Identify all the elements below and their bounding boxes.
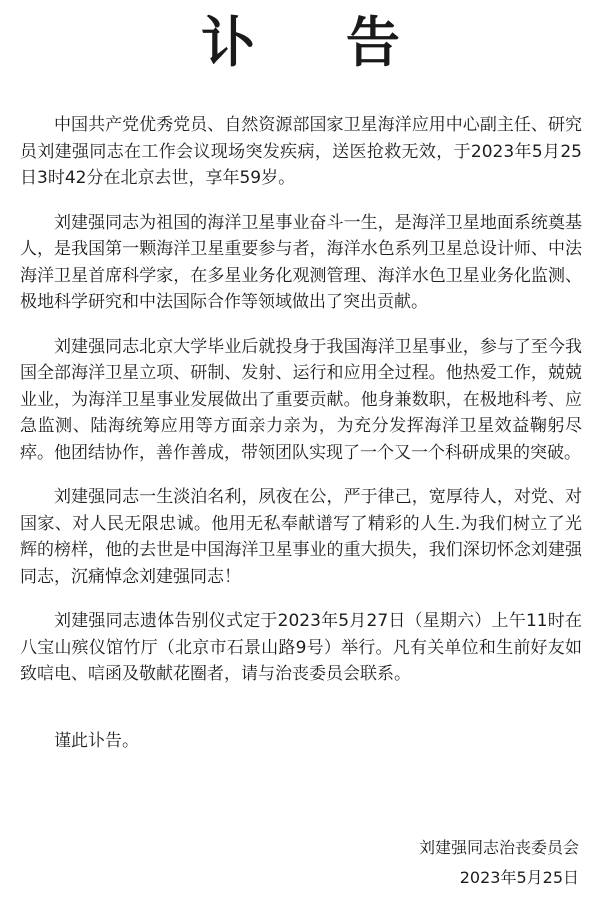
page-title: 讣 告 [201,11,436,74]
paragraph-character: 刘建强同志一生淡泊名利，夙夜在公，严于律己，宽厚待人，对党、对国家、对人民无限忠诚。他用无私奉献谱写了精彩的人生.为我们树立了光辉的榜样，他的去世是中国海洋卫星事业的重大损失，我们深切怀念刘建强同志，沉痛悼念刘建强同志！ [20,487,582,587]
obituary-body [20,112,582,706]
paragraph-career: 刘建强同志北京大学毕业后就投身于我国海洋卫星事业，参与了至今我国全部海洋卫星立项、研制、发射、运行和应用全过程。他热爱工作，兢兢业业，为海洋卫星事业发展做出了重要贡献。他身兼数职，在极地科考、应急监测、陆海统筹应用等方面亲力亲为，为充分发挥海洋卫星效益鞠躬尽瘁。他团结协作，善作善成，带领团队实现了一个又一个科研成果的突破。 [20,336,582,463]
signature-date: 2023年5月25日 [459,868,579,887]
paragraph-announcement: 中国共产党优秀党员、自然资源部国家卫星海洋应用中心副主任、研究员刘建强同志在工作会议现场突发疾病，送医抢救无效，于2023年5月25日3时42分在北京去世，享年59岁。 [20,115,582,188]
closing-line: 谨此讣告。 [54,731,139,751]
paragraph-contributions: 刘建强同志为祖国的海洋卫星事业奋斗一生，是海洋卫星地面系统奠基人，是我国第一颗海洋卫星重要参与者，海洋水色系列卫星总设计师、中法海洋卫星首席科学家，在多星业务化观测管理、海洋水色卫星业务化监测、极地科学研究和中法国际合作等领域做出了突出贡献。 [20,212,582,312]
paragraph-farewell-ceremony: 刘建强同志遗体告别仪式定于2023年5月27日（星期六）上午11时在八宝山殡仪馆竹厅（北京市石景山路9号）举行。凡有关单位和生前好友如致唁电、唁函及敬献花圈者，请与治丧委员会联系。 [20,611,582,684]
signature-organization: 刘建强同志治丧委员会 [418,838,579,857]
